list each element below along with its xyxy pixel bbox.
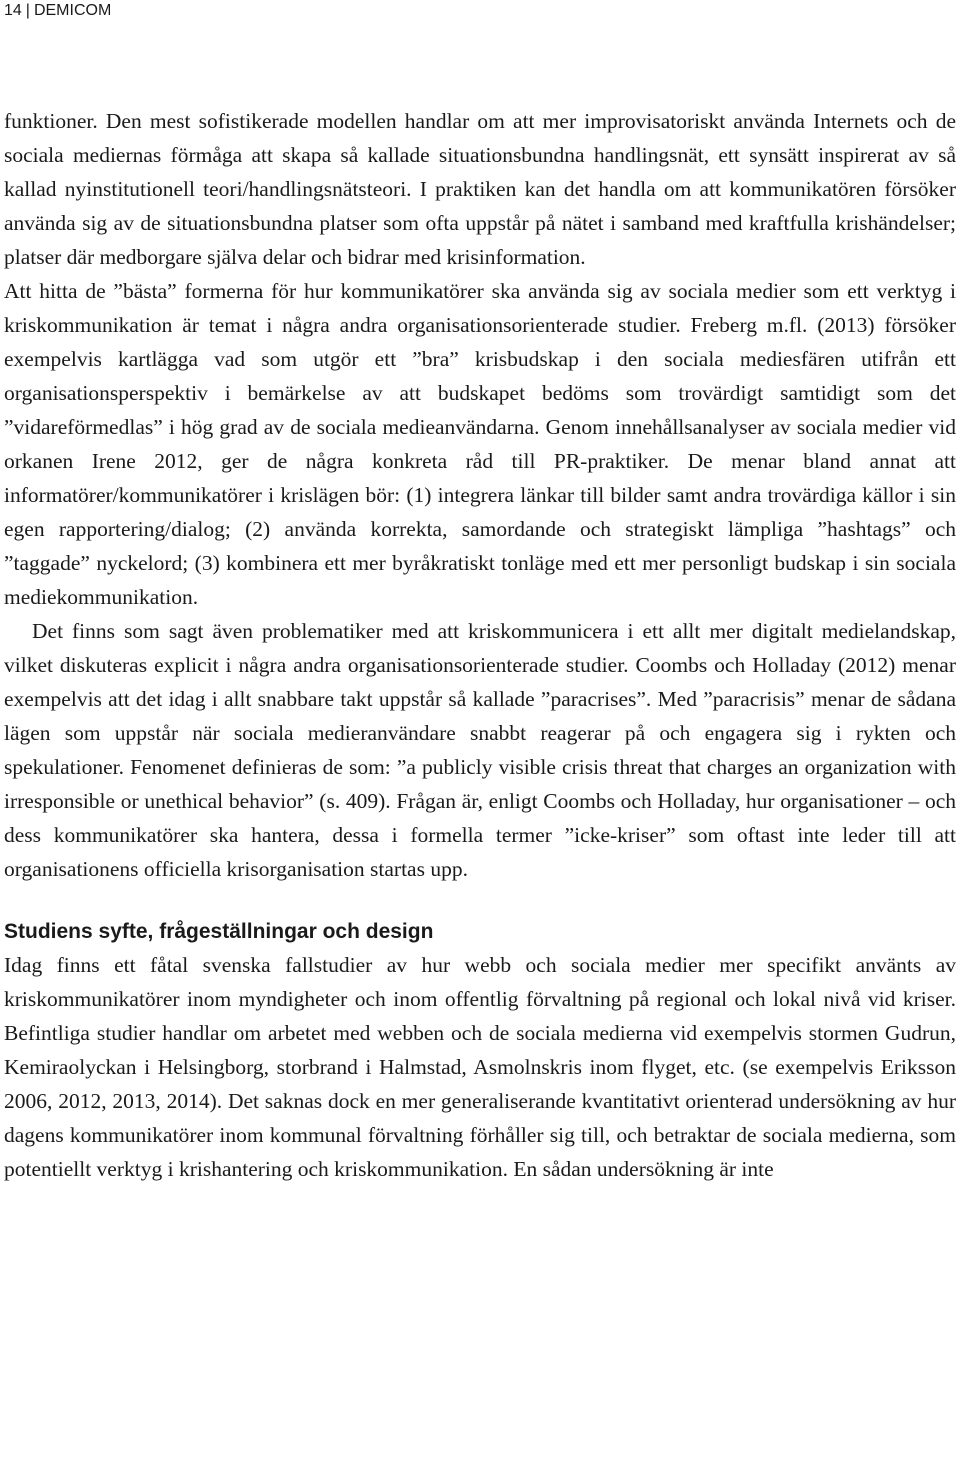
- body-text: [4, 104, 956, 1186]
- paragraph-1: funktioner. Den mest sofistikerade modellen handlar om att mer improvisatoriskt använda Internets och de sociala mediernas förmåga att skapa så kallade situationsbundna handlingsnät, ett synsätt inspirerat av så kallad nyinstitutionell teori/handlingsnätsteori. I praktiken kan det handla om att kommunikatören försöker använda sig av de situationsbundna platser som ofta uppstår på nätet i samband med kraftfulla krishändelser; platser där medborgare själva delar och bidrar med krisinformation.: [4, 109, 956, 269]
- header-separator: |: [25, 2, 30, 19]
- section-heading: Studiens syfte, frågeställningar och design: [4, 920, 434, 943]
- paragraph-3: Det finns som sagt även problematiker med att kriskommunicera i ett allt mer digitalt medielandskap, vilket diskuteras explicit i några andra organisationsorienterade studier. Coombs och Holladay (2012) menar exempelvis att det idag i allt snabbare takt uppstår så kallade ”paracrises”. Med ”paracrisis” menar de sådana lägen som uppstår när sociala medieranvändare snabbt reagerar på och engagera sig i rykten och spekulationer. Fenomenet definieras de som: ”a publicly visible crisis threat that charges an organization with irresponsible or unethical behavior” (s. 409). Frågan är, enligt Coombs och Holladay, hur organisationer – och dess kommunikatörer ska hantera, dessa i formella termer ”icke-kriser” som oftast inte leder till att organisationens officiella krisorganisation startas upp.: [4, 619, 956, 881]
- paragraph-2: Att hitta de ”bästa” formerna för hur kommunikatörer ska använda sig av sociala medier som ett verktyg i kriskommunikation är temat i några andra organisationsorienterade studier. Freberg m.fl. (2013) försöker exempelvis kartlägga vad som utgör ett ”bra” krisbudskap i den sociala mediesfären utifrån ett organisationsperspektiv i bemärkelse av att budskapet bedöms som trovärdigt samtidigt som det ”vidareförmedlas” i hög grad av de sociala medieanvändarna. Genom innehållsanalyser av sociala medier vid orkanen Irene 2012, ger de några konkreta råd till PR-praktiker. De menar bland annat att informatörer/kommunikatörer i krislägen bör: (1) integrera länkar till bilder samt andra trovärdiga källor i sin egen rapportering/dialog; (2) använda korrekta, samordande och strategiskt lämpliga ”hashtags” och ”taggade” nyckelord; (3) kombinera ett mer byråkratiskt tonläge med ett mer personligt budskap i sin sociala mediekommunikation.: [4, 279, 956, 609]
- page-header: [4, 0, 111, 22]
- running-title: DEMICOM: [33, 2, 112, 19]
- section-paragraph: Idag finns ett fåtal svenska fallstudier av hur webb och sociala medier mer specifikt använts av kriskommunikatörer inom myndigheter och inom offentlig förvaltning på regional och lokal nivå vid kriser. Befintliga studier handlar om arbetet med webben och de sociala medierna vid exempelvis stormen Gudrun, Kemiraolyckan i Helsingborg, storbrand i Halmstad, Asmolnskris inom flyget, etc. (se exempelvis Eriksson 2006, 2012, 2013, 2014). Det saknas dock en mer generaliserande kvantitativt orienterad undersökning av hur dagens kommunikatörer inom kommunal förvaltning förhåller sig till, och betraktar de sociala medierna, som potentiellt verktyg i krishantering och kriskommunikation. En sådan undersökning är inte: [4, 953, 956, 1181]
- page-number: 14: [4, 2, 22, 19]
